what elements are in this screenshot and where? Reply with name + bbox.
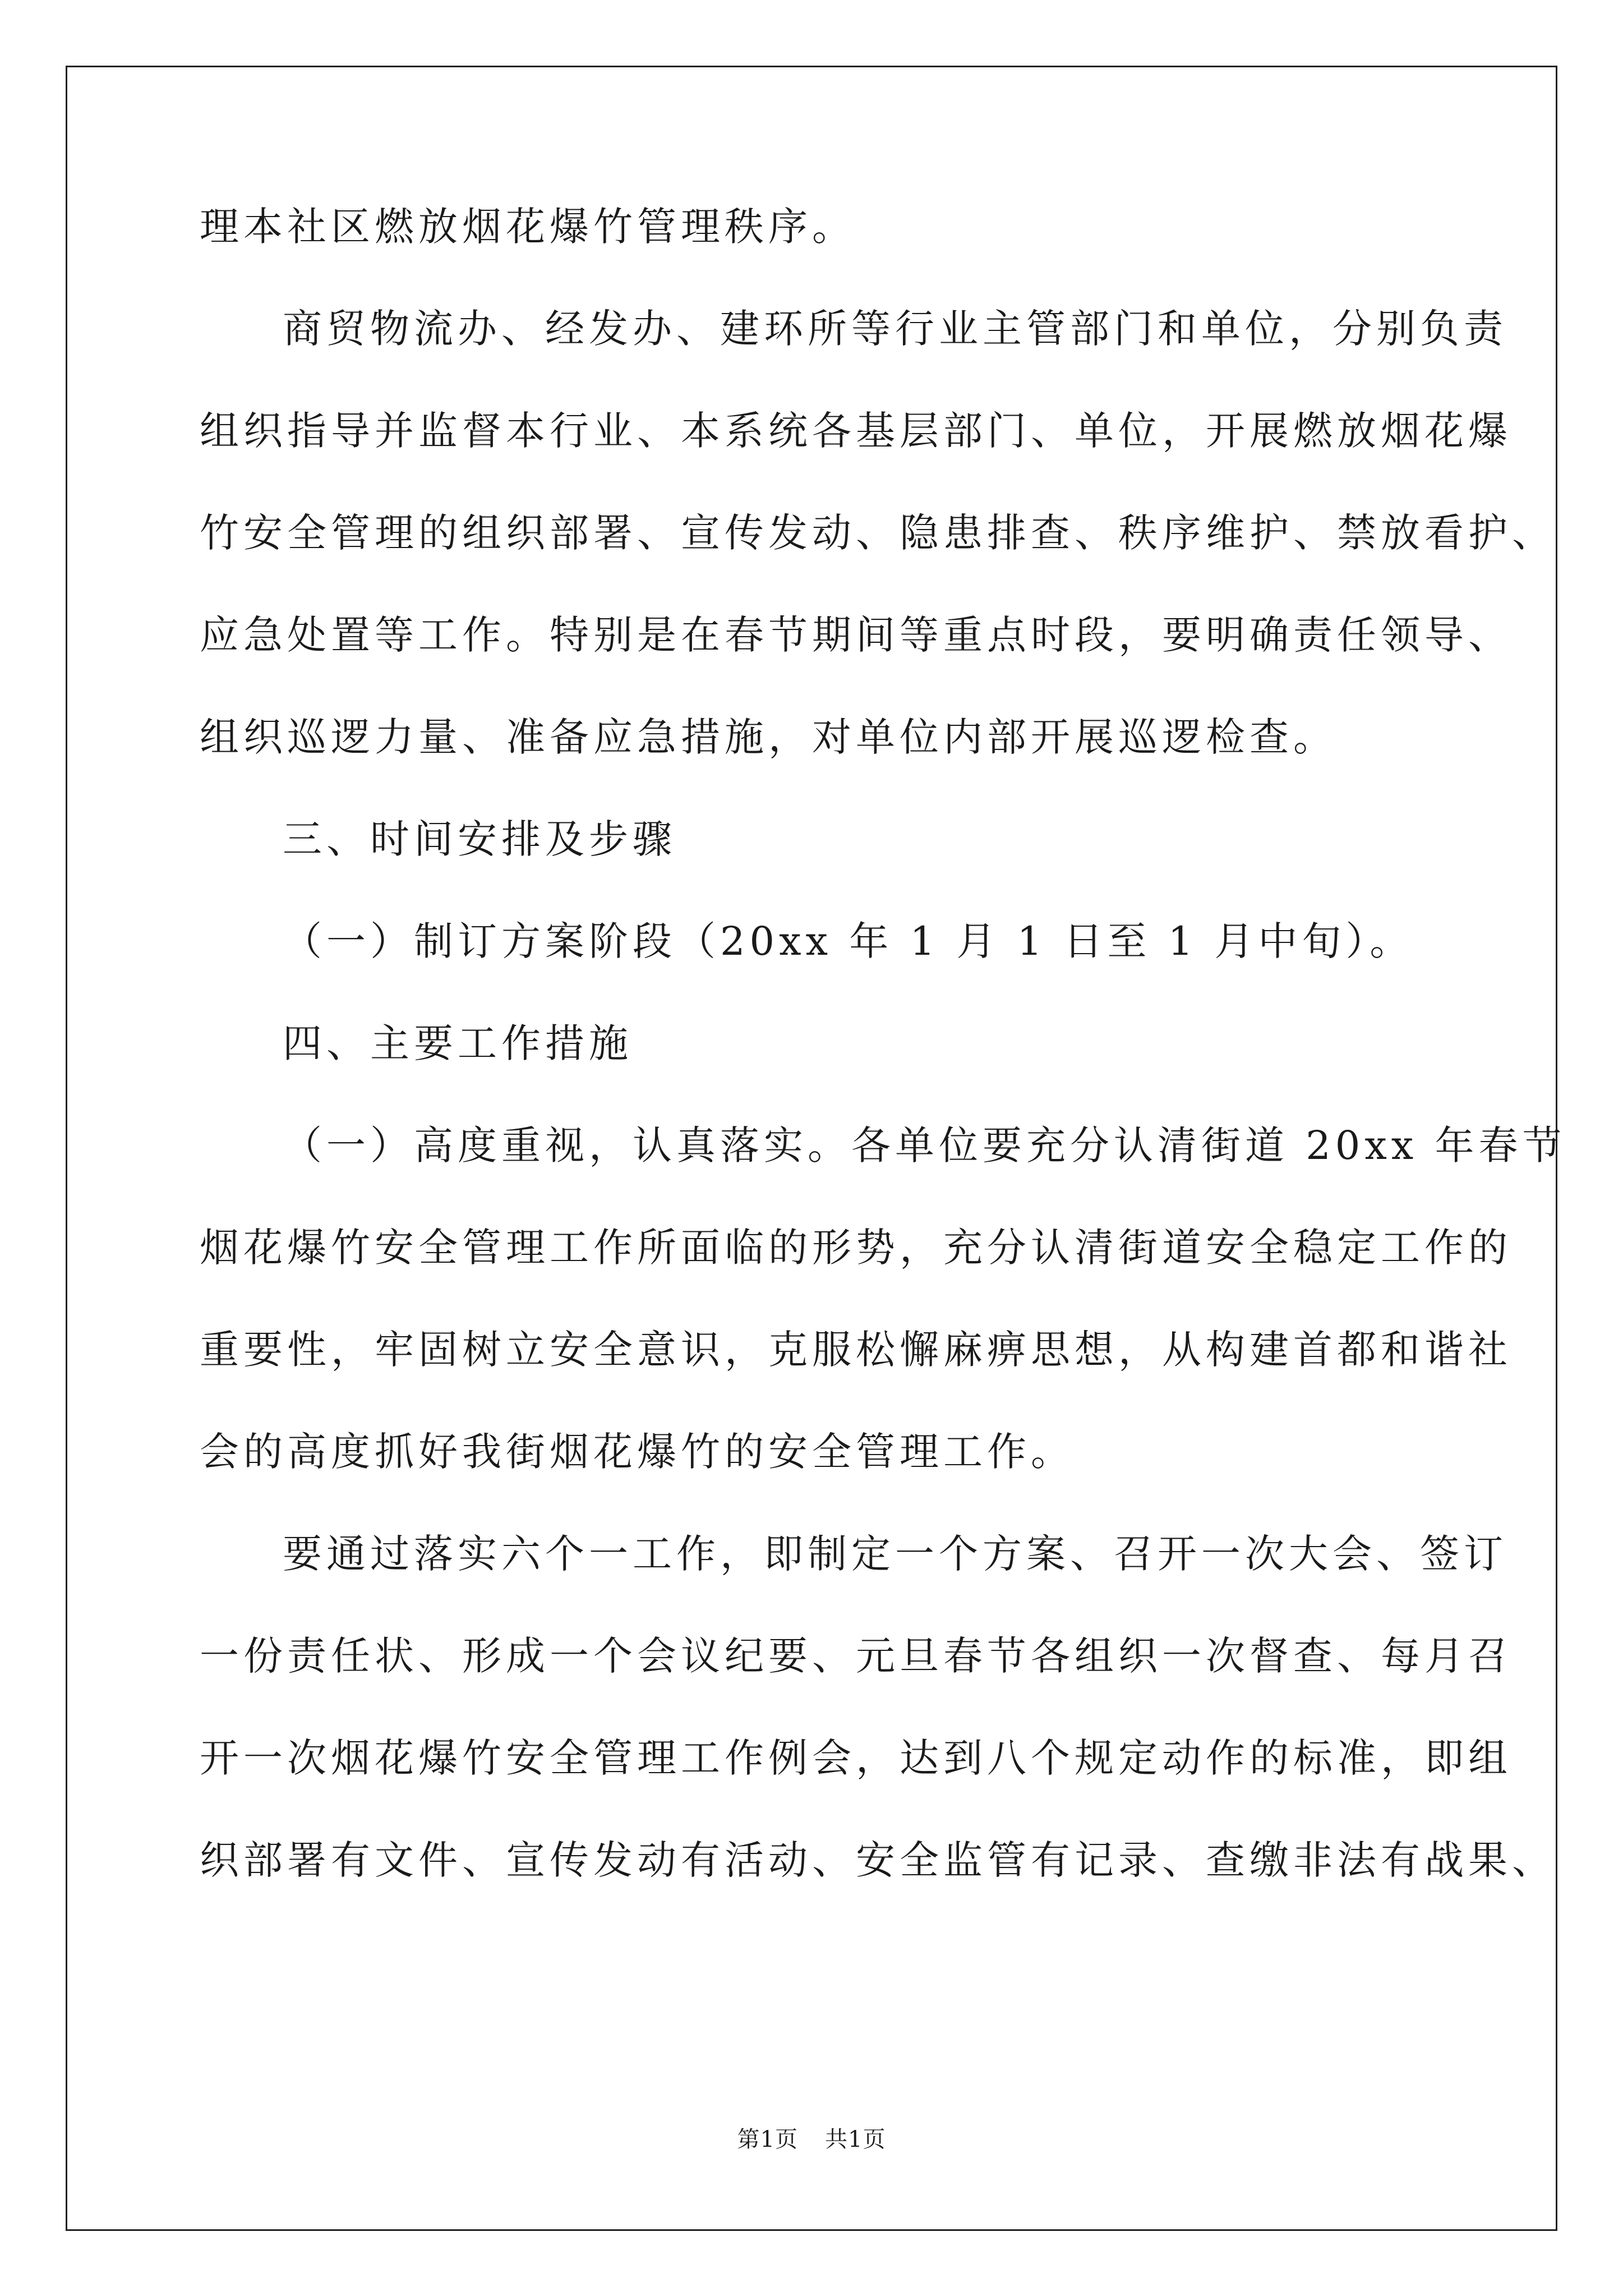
section-heading: 四、主要工作措施 bbox=[283, 1020, 633, 1066]
text-line: 竹安全管理的组织部署、宣传发动、隐患排查、秩序维护、禁放看护、 bbox=[200, 510, 1556, 556]
section-heading: 三、时间安排及步骤 bbox=[283, 816, 676, 862]
text-line: 要通过落实六个一工作，即制定一个方案、召开一次大会、签订 bbox=[283, 1531, 1507, 1577]
text-line: 烟花爆竹安全管理工作所面临的形势，充分认清街道安全稳定工作的 bbox=[200, 1225, 1512, 1271]
text-line: 组织巡逻力量、准备应急措施，对单位内部开展巡逻检查。 bbox=[200, 714, 1337, 760]
page-total: 共1页 bbox=[825, 2127, 886, 2152]
page-footer bbox=[0, 2124, 1623, 2155]
text-line: 织部署有文件、宣传发动有活动、安全监管有记录、查缴非法有战果、 bbox=[200, 1837, 1556, 1883]
text-line: （一）制订方案阶段（20xx 年 1 月 1 日至 1 月中旬）。 bbox=[283, 918, 1414, 964]
text-line: 理本社区燃放烟花爆竹管理秩序。 bbox=[200, 204, 856, 250]
text-line: 会的高度抓好我街烟花爆竹的安全管理工作。 bbox=[200, 1429, 1075, 1475]
text-line: 一份责任状、形成一个会议纪要、元旦春节各组织一次督查、每月召 bbox=[200, 1633, 1512, 1679]
text-line: 开一次烟花爆竹安全管理工作例会，达到八个规定动作的标准，即组 bbox=[200, 1735, 1512, 1781]
text-line: （一）高度重视，认真落实。各单位要充分认清街道 20xx 年春节 bbox=[283, 1122, 1566, 1168]
text-line: 组织指导并监督本行业、本系统各基层部门、单位，开展燃放烟花爆 bbox=[200, 408, 1512, 454]
text-line: 商贸物流办、经发办、建环所等行业主管部门和单位，分别负责 bbox=[283, 306, 1507, 352]
text-line: 重要性，牢固树立安全意识，克服松懈麻痹思想，从构建首都和谐社 bbox=[200, 1327, 1512, 1373]
text-line: 应急处置等工作。特别是在春节期间等重点时段，要明确责任领导、 bbox=[200, 612, 1512, 658]
page-number: 第1页 bbox=[737, 2127, 798, 2152]
